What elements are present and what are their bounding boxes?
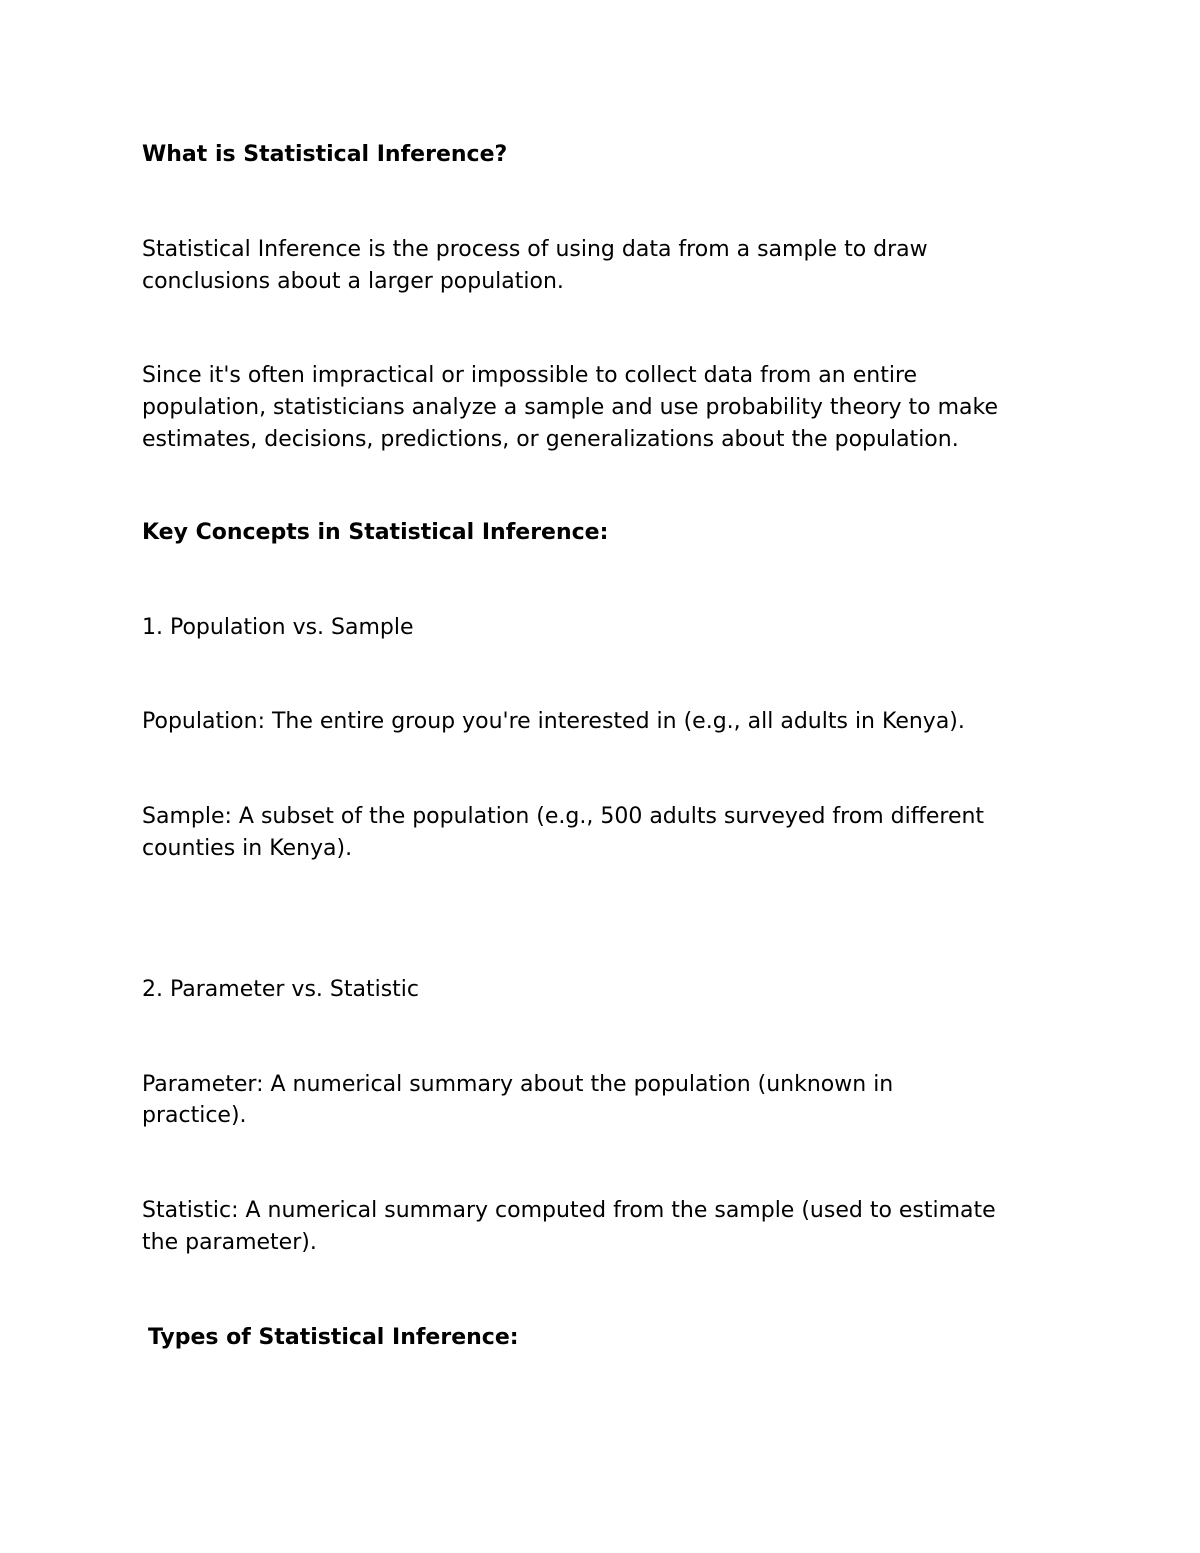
heading-types-of-inference: Types of Statistical Inference: [148,1325,519,1350]
since-paragraph-line-1: Since it's often impractical or impossible to collect data from an entire [142,363,918,388]
heading-what-is-statistical-inference: What is Statistical Inference? [142,142,508,167]
statistic-definition-line-2: the parameter). [142,1230,317,1255]
parameter-definition-line-1: Parameter: A numerical summary about the population (unknown in [142,1072,894,1097]
sample-definition-line-1: Sample: A subset of the population (e.g., 500 adults surveyed from different [142,804,985,829]
definition-line-1: Statistical Inference is the process of using data from a sample to draw [142,237,928,262]
concept-2-title: 2. Parameter vs. Statistic [142,977,420,1002]
heading-key-concepts: Key Concepts in Statistical Inference: [142,520,609,545]
parameter-definition-line-2: practice). [142,1103,247,1128]
population-definition: Population: The entire group you're interested in (e.g., all adults in Kenya). [142,709,965,734]
statistic-definition-line-1: Statistic: A numerical summary computed from the sample (used to estimate [142,1198,996,1223]
sample-definition-line-2: counties in Kenya). [142,836,353,861]
concept-1-title: 1. Population vs. Sample [142,615,414,640]
since-paragraph-line-3: estimates, decisions, predictions, or generalizations about the population. [142,427,959,452]
since-paragraph-line-2: population, statisticians analyze a sample and use probability theory to make [142,395,999,420]
definition-line-2: conclusions about a larger population. [142,269,564,294]
